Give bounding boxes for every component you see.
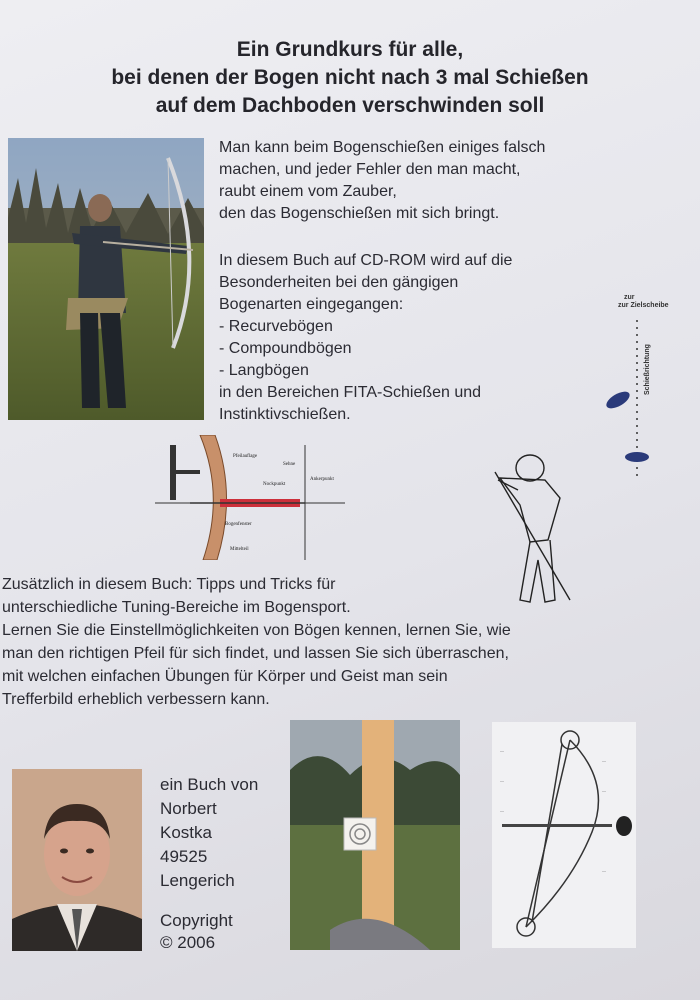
title-line-2: bei denen der Bogen nicht nach 3 mal Schießen (111, 66, 589, 89)
footprint-icon (604, 388, 633, 411)
copyright (160, 910, 233, 954)
extra-line: Trefferbild erheblich verbessern kann. (2, 691, 270, 708)
svg-text:Sehne: Sehne (283, 462, 296, 467)
title-line-3: auf dem Dachboden verschwinden soll (155, 94, 545, 117)
extra-line: man den richtigen Pfeil für sich findet, und lassen Sie sich überraschen, (2, 645, 509, 662)
target-photo (290, 720, 460, 950)
page-title (0, 36, 700, 120)
content-line: - Langbögen (219, 362, 309, 379)
title-line-1: Ein Grundkurs für alle, (236, 38, 464, 61)
author-line: Norbert (160, 799, 217, 818)
copyright-line-1: Copyright (160, 911, 233, 930)
extra-line: Zusätzlich in diesem Buch: Tipps und Tricks für (2, 576, 336, 593)
content-line: Instinktivschießen. (219, 406, 351, 423)
svg-text:Pfeilauflage: Pfeilauflage (233, 454, 258, 459)
intro-line: Man kann beim Bogenschießen einiges falsch (219, 139, 546, 156)
compound-bow-diagram (492, 722, 636, 948)
svg-text:—: — (500, 808, 504, 813)
svg-text:Mittelteil: Mittelteil (230, 547, 249, 552)
content-line: In diesem Buch auf CD-ROM wird auf die (219, 252, 513, 269)
extra-line: mit welchen einfachen Übungen für Körper und Geist man sein (2, 668, 448, 685)
bow-detail-diagram (155, 435, 345, 560)
intro-line: raubt einem vom Zauber, (219, 183, 397, 200)
svg-text:Bogenfenster: Bogenfenster (225, 522, 252, 527)
content-line: - Recurvebögen (219, 318, 333, 335)
author-line: Kostka (160, 823, 212, 842)
intro-line: den das Bogenschießen mit sich bringt. (219, 205, 500, 222)
extra-paragraph (2, 573, 511, 711)
schiessrichtung-label: Schießrichtung (644, 344, 651, 395)
shooting-direction-diagram (600, 285, 670, 485)
intro-line: machen, und jeder Fehler den man macht, (219, 161, 521, 178)
svg-text:Ankerpunkt: Ankerpunkt (310, 477, 334, 482)
svg-text:—: — (602, 788, 606, 793)
footprint-icon (625, 452, 649, 462)
zielscheibe-label: zur zur Zielscheibe (618, 294, 669, 309)
author-line: ein Buch von (160, 775, 259, 794)
content-line: - Compoundbögen (219, 340, 352, 357)
content-line: Besonderheiten bei den gängigen (219, 274, 459, 291)
svg-text:Nockpunkt: Nockpunkt (263, 482, 286, 487)
author-line: 49525 (160, 847, 208, 866)
author-info (160, 773, 258, 893)
intro-paragraph (219, 137, 545, 225)
svg-text:—: — (602, 758, 606, 763)
author-line: Lengerich (160, 871, 235, 890)
svg-text:—: — (500, 778, 504, 783)
svg-text:—: — (500, 748, 504, 753)
content-paragraph (219, 250, 512, 426)
extra-line: Lernen Sie die Einstellmöglichkeiten von Bögen kennen, lernen Sie, wie (2, 622, 511, 639)
copyright-line-2: © 2006 (160, 933, 216, 952)
extra-line: unterschiedliche Tuning-Bereiche im Bogensport. (2, 599, 351, 616)
archer-photo (8, 138, 204, 420)
content-line: in den Bereichen FITA-Schießen und (219, 384, 482, 401)
content-line: Bogenarten eingegangen: (219, 296, 404, 313)
author-photo (12, 769, 142, 951)
svg-text:—: — (602, 868, 606, 873)
